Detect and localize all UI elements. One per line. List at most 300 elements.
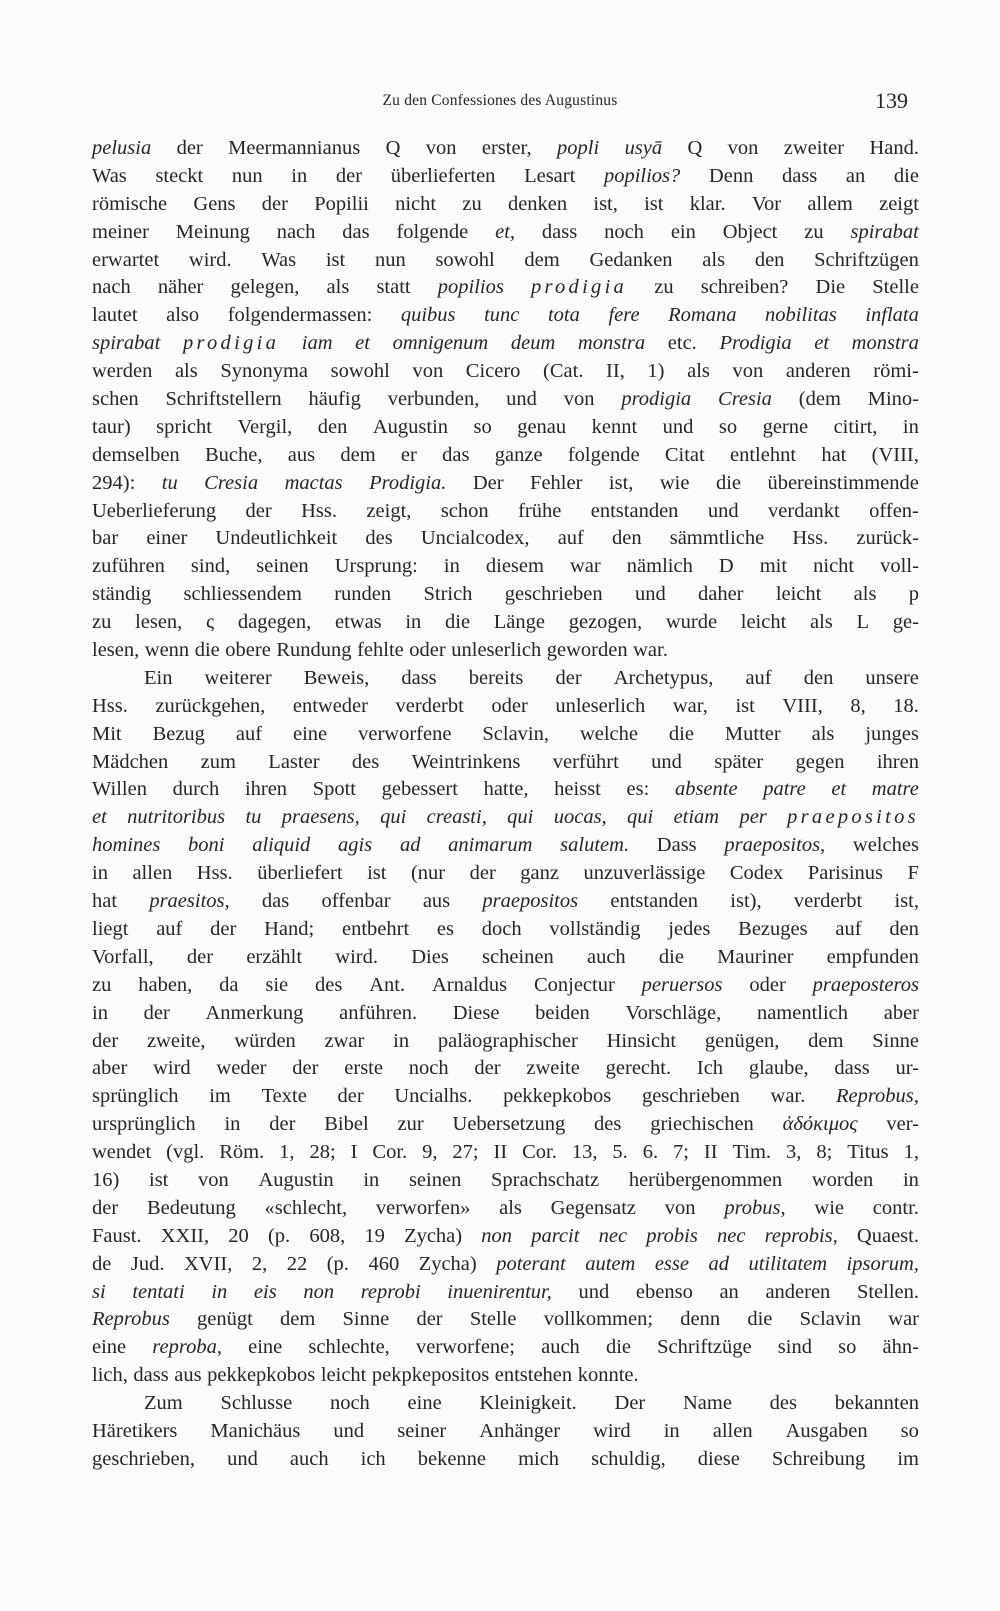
word: dass <box>133 1364 169 1387</box>
word: II, <box>606 360 625 383</box>
word: etwas <box>334 611 382 634</box>
word: Stelle <box>872 276 919 299</box>
word: in <box>224 1113 241 1136</box>
word: spirabat <box>92 332 161 355</box>
word: 8, <box>850 694 866 717</box>
word: demselben <box>92 443 180 466</box>
word: et <box>92 806 107 829</box>
word: lesen, <box>92 639 140 662</box>
word: das <box>442 443 470 466</box>
word: leicht <box>775 583 822 606</box>
word: praeposteros <box>812 973 919 996</box>
word: seinen <box>256 555 309 578</box>
word: Citat <box>664 443 705 466</box>
word: Vor <box>751 192 782 215</box>
word: ist <box>325 248 346 271</box>
word: der <box>335 164 363 187</box>
word: Popilii <box>314 192 369 215</box>
word: folgende <box>567 443 640 466</box>
word: junges <box>865 722 919 745</box>
text-line <box>92 946 919 974</box>
word: zu <box>804 220 824 243</box>
word: der <box>210 917 237 940</box>
word: der <box>92 1196 119 1219</box>
word: aus <box>422 890 451 913</box>
word: und <box>651 750 682 773</box>
word: unsere <box>865 666 919 689</box>
word: Hss. <box>196 862 233 885</box>
word: Gedanken <box>589 248 673 271</box>
word: hatte, <box>483 778 529 801</box>
word: Gens <box>193 192 236 215</box>
word: agis <box>338 834 373 857</box>
word: creasti, <box>426 806 487 829</box>
word: Sclavin, <box>482 722 549 745</box>
word: unleserlich <box>451 639 542 662</box>
word: pelusia <box>92 137 152 159</box>
word: VIII, <box>782 694 823 717</box>
word: bekannten <box>834 1392 919 1415</box>
word: Jud. <box>130 1252 165 1275</box>
word: probus, <box>724 1196 786 1219</box>
word: haben, <box>138 973 193 996</box>
text-line <box>92 276 919 304</box>
word: Laster <box>268 750 320 773</box>
word: leicht <box>320 1364 367 1387</box>
word: die <box>445 611 471 634</box>
word: bar <box>92 527 119 550</box>
word: praepositos, <box>724 834 826 857</box>
text-line <box>92 918 919 946</box>
word: gerecht. <box>605 1057 672 1080</box>
word: tu <box>245 806 262 829</box>
text-line <box>92 1308 919 1336</box>
word: Spott <box>312 778 356 801</box>
word: oder <box>491 694 528 717</box>
word: ist), <box>730 890 762 913</box>
word: Undeutlichkeit <box>215 527 338 550</box>
word: des <box>769 1392 797 1415</box>
word: Mutter <box>724 722 781 745</box>
word: von <box>412 360 444 383</box>
word: so <box>838 1336 857 1359</box>
word: so <box>718 415 738 438</box>
word: monstra <box>577 332 646 355</box>
word: der <box>474 1057 501 1080</box>
word: XVII, <box>183 1252 233 1275</box>
word: der <box>337 1085 364 1108</box>
word: lich, <box>92 1364 128 1387</box>
word: ist <box>367 862 387 885</box>
word: von <box>198 1168 229 1191</box>
text-line <box>92 1253 919 1281</box>
word: ist, <box>894 890 919 913</box>
word: omnigenum <box>392 332 489 355</box>
word: seinen <box>408 1168 462 1191</box>
word: wenn <box>144 639 190 662</box>
word: Die <box>815 276 846 299</box>
text-line <box>92 1030 919 1058</box>
word: es <box>436 917 454 940</box>
text-line <box>92 1085 919 1113</box>
word: als <box>174 360 198 383</box>
word: aus <box>287 443 316 466</box>
word: wurde <box>665 611 718 634</box>
word: etc. <box>667 332 697 355</box>
text-line <box>92 974 919 1002</box>
word: einer <box>146 527 188 550</box>
word: erzählt <box>246 945 303 968</box>
word: Augustin <box>258 1168 334 1191</box>
word: mactas <box>284 471 343 494</box>
word: als <box>810 611 833 634</box>
word: Reprobus, <box>835 1085 919 1108</box>
word: 5. <box>612 1141 628 1164</box>
word: 1, <box>903 1141 919 1164</box>
word: verworfene <box>358 722 452 745</box>
word: zu <box>92 973 112 996</box>
word: die <box>893 164 919 187</box>
word: Buche, <box>204 443 263 466</box>
word: Anhänger <box>479 1419 561 1442</box>
text-line <box>92 1364 919 1392</box>
text-line <box>92 834 919 862</box>
word: dass <box>781 164 818 187</box>
word: offenbar <box>321 890 391 913</box>
word: fere <box>608 304 640 327</box>
word: inflata <box>865 304 919 327</box>
word: tota <box>547 304 580 327</box>
word: parcit <box>531 1224 580 1247</box>
word: lesen, <box>135 611 183 634</box>
word: 294): <box>92 471 136 494</box>
word: ist <box>644 192 664 215</box>
word: überliefert <box>257 862 343 885</box>
word: geschrieben <box>504 583 603 606</box>
word: nobilitas <box>765 304 837 327</box>
word: verderbt <box>395 694 464 717</box>
word: Uncialhs. <box>394 1085 473 1108</box>
word: aber <box>92 1057 128 1080</box>
word: allen <box>712 1419 753 1442</box>
text-line <box>92 165 919 193</box>
word: sind <box>777 1336 812 1359</box>
word: glaube, <box>748 1057 809 1080</box>
word: Archetypus, <box>613 666 714 689</box>
word: 22 <box>286 1252 308 1275</box>
word: ständig <box>92 583 152 606</box>
word: non <box>303 1280 335 1303</box>
word: Uebersetzung <box>452 1113 566 1136</box>
word: zuführen <box>92 555 165 578</box>
word: ge- <box>892 611 919 634</box>
word: dem <box>524 248 560 271</box>
word: eine <box>92 1336 127 1359</box>
word: und <box>333 1419 365 1442</box>
word: Dass <box>656 834 697 857</box>
word: 19 <box>364 1224 385 1247</box>
word: scheinen <box>482 945 554 968</box>
word: allem <box>807 192 853 215</box>
word: ist <box>735 694 755 717</box>
word: Cresia <box>718 388 772 411</box>
word: nach <box>276 220 316 243</box>
text-line <box>92 1169 919 1197</box>
word: und <box>634 583 666 606</box>
word: geschrieben, <box>92 1447 196 1470</box>
word: dem <box>340 443 376 466</box>
word: erster, <box>481 137 532 159</box>
word: hat <box>92 890 118 913</box>
word: ur- <box>895 1057 919 1080</box>
word: da <box>219 973 239 996</box>
word: 13, <box>571 1141 598 1164</box>
word: popli <box>557 137 600 159</box>
word: Uncialcodex, <box>420 527 530 550</box>
text-line <box>92 249 919 277</box>
word: wird. <box>188 248 232 271</box>
word: denken <box>507 192 568 215</box>
word: obere <box>225 639 271 662</box>
word: mit <box>759 555 788 578</box>
word: Vorschläge, <box>625 1001 722 1024</box>
word: steckt <box>155 164 204 187</box>
word: Reprobus <box>92 1308 170 1331</box>
word: poterant <box>496 1252 566 1275</box>
word: der <box>269 1113 296 1136</box>
word: war <box>888 1308 919 1331</box>
word: Beweis, <box>303 666 370 689</box>
word: et <box>814 332 830 355</box>
word: der <box>92 1029 119 1052</box>
word: XXII, <box>160 1224 210 1247</box>
word: römische <box>92 192 168 215</box>
word: schen <box>92 388 139 411</box>
word: leicht <box>740 611 787 634</box>
word: von <box>727 137 759 159</box>
word: die <box>668 722 694 745</box>
word: schliessendem <box>183 583 302 606</box>
word: war. <box>633 639 668 662</box>
word: auf <box>745 666 772 689</box>
word: daher <box>697 583 744 606</box>
word: voll- <box>880 555 919 578</box>
word: Hand. <box>869 137 919 159</box>
word: würden <box>234 1029 296 1052</box>
word: pekkepkobos <box>503 1085 612 1108</box>
word: eis <box>253 1280 277 1303</box>
word: L <box>856 611 870 634</box>
word: Fehler <box>530 471 583 494</box>
word: klar. <box>689 192 726 215</box>
text-line <box>92 221 919 249</box>
word: bereits <box>468 666 524 689</box>
word: Strich <box>423 583 473 606</box>
word: non <box>481 1224 513 1247</box>
word: noch <box>329 1392 370 1415</box>
word: erste <box>344 1057 383 1080</box>
word: Mädchen <box>92 750 169 773</box>
word: per <box>739 806 767 829</box>
word: entbehrt <box>341 917 410 940</box>
word: zweiter <box>783 137 845 159</box>
word: die <box>658 945 684 968</box>
word: prodigia <box>530 276 628 299</box>
text-line <box>92 1420 919 1448</box>
word: salutem. <box>560 834 630 857</box>
word: und <box>707 499 739 522</box>
word: der <box>555 666 582 689</box>
word: die <box>194 639 220 662</box>
word: Synonyma <box>220 360 309 383</box>
word: der <box>261 192 288 215</box>
word: die <box>747 1308 773 1331</box>
text-line <box>92 890 919 918</box>
word: verworfene; <box>415 1336 515 1359</box>
word: Arnaldus <box>431 973 508 996</box>
word: zweite, <box>146 1029 206 1052</box>
word: tu <box>161 471 178 494</box>
word: folgende <box>396 220 469 243</box>
word: nicht <box>813 555 855 578</box>
word: matre <box>871 778 919 801</box>
word: nicht <box>395 192 437 215</box>
word: gezogen, <box>568 611 643 634</box>
word: der <box>176 137 203 159</box>
word: seiner <box>397 1419 447 1442</box>
word: in <box>211 1280 228 1303</box>
word: war <box>570 555 601 578</box>
word: auf <box>156 917 183 940</box>
word: in <box>663 1419 680 1442</box>
word: Hand; <box>264 917 315 940</box>
word: Röm. <box>219 1141 265 1164</box>
word: Schriftzügen <box>814 248 919 271</box>
word: Sclavin <box>799 1308 862 1331</box>
word: ganze <box>494 443 543 466</box>
word: Dies <box>411 945 449 968</box>
word: frühe <box>518 499 562 522</box>
word: nec <box>598 1224 628 1247</box>
word: ähn- <box>882 1336 919 1359</box>
word: welche <box>579 722 638 745</box>
word: auf <box>835 917 862 940</box>
word: unleserlich <box>555 694 646 717</box>
word: dass <box>541 220 578 243</box>
word: Sinne <box>342 1308 390 1331</box>
word: Zum <box>144 1392 183 1415</box>
word: meiner <box>92 220 149 243</box>
word: Hss. <box>301 499 337 522</box>
word: zurückgehen, <box>155 694 266 717</box>
word: häufig <box>308 388 361 411</box>
word: herübergenommen <box>628 1168 783 1191</box>
word: unzuverlässige <box>583 862 706 885</box>
word: verderbt <box>793 890 863 913</box>
word: sowohl <box>435 248 495 271</box>
word: und <box>578 1280 610 1303</box>
word: werden <box>92 360 153 383</box>
word: Meinung <box>175 220 250 243</box>
text-line <box>92 1281 919 1309</box>
word: in <box>902 415 919 438</box>
word: prodigia <box>183 332 280 355</box>
word: bekenne <box>417 1447 487 1470</box>
text-line <box>92 1197 919 1225</box>
word: utilitatem <box>748 1252 828 1275</box>
word: kennt <box>591 415 638 438</box>
word: uocas, <box>553 806 607 829</box>
text-line <box>92 416 919 444</box>
word: geschrieben <box>641 1085 740 1108</box>
word: Stelle <box>469 1308 517 1331</box>
word: so <box>900 1419 919 1442</box>
word: patre <box>763 778 806 801</box>
word: Weintrinkens <box>411 750 521 773</box>
word: Bedeutung <box>146 1196 236 1219</box>
word: zurück- <box>856 527 919 550</box>
word: entstanden <box>590 499 679 522</box>
word: Hss. <box>92 694 128 717</box>
text-line <box>92 1057 919 1085</box>
word: Prodigia. <box>369 471 447 494</box>
word: praepositos <box>787 806 919 829</box>
word: 460 <box>368 1252 400 1275</box>
word: anderen <box>765 1280 831 1303</box>
word: 1) <box>647 360 665 383</box>
word: Object <box>722 220 778 243</box>
word: quibus <box>400 304 456 327</box>
word: Ich <box>696 1057 724 1080</box>
word: folgendermassen: <box>227 304 373 327</box>
word: Quaest. <box>856 1224 919 1247</box>
word: der <box>292 1057 319 1080</box>
word: si <box>92 1280 106 1303</box>
word: statt <box>376 276 411 299</box>
word: genau <box>517 415 567 438</box>
word: Hss. <box>792 527 829 550</box>
word: 28; <box>309 1141 336 1164</box>
word: Anmerkung <box>205 1001 304 1024</box>
word: als <box>326 276 350 299</box>
word: verdankt <box>768 499 840 522</box>
word: des <box>594 1113 622 1136</box>
word: verworfen» <box>375 1196 471 1219</box>
word: Mino- <box>867 388 919 411</box>
word: (VIII, <box>871 443 919 466</box>
word: Cor. <box>372 1141 408 1164</box>
word: Cresia <box>204 471 259 494</box>
word: und <box>506 388 537 411</box>
word: ipsorum, <box>846 1252 919 1275</box>
text-line <box>92 1336 919 1364</box>
word: wendet <box>92 1141 152 1164</box>
word: Tim. <box>732 1141 772 1164</box>
word: spricht <box>156 415 212 438</box>
word: als <box>811 722 835 745</box>
word: griechischen <box>650 1113 754 1136</box>
word: in <box>405 611 422 634</box>
word: popilios <box>437 276 504 299</box>
word: denn <box>680 1308 721 1331</box>
word: Bezug <box>152 722 205 745</box>
word: reprobis, <box>764 1224 838 1247</box>
word: Ausgaben <box>785 1419 868 1442</box>
word: sie <box>265 973 289 996</box>
word: Schlusse <box>220 1392 293 1415</box>
word: (Cat. <box>543 360 584 383</box>
word: schreiben? <box>700 276 789 299</box>
